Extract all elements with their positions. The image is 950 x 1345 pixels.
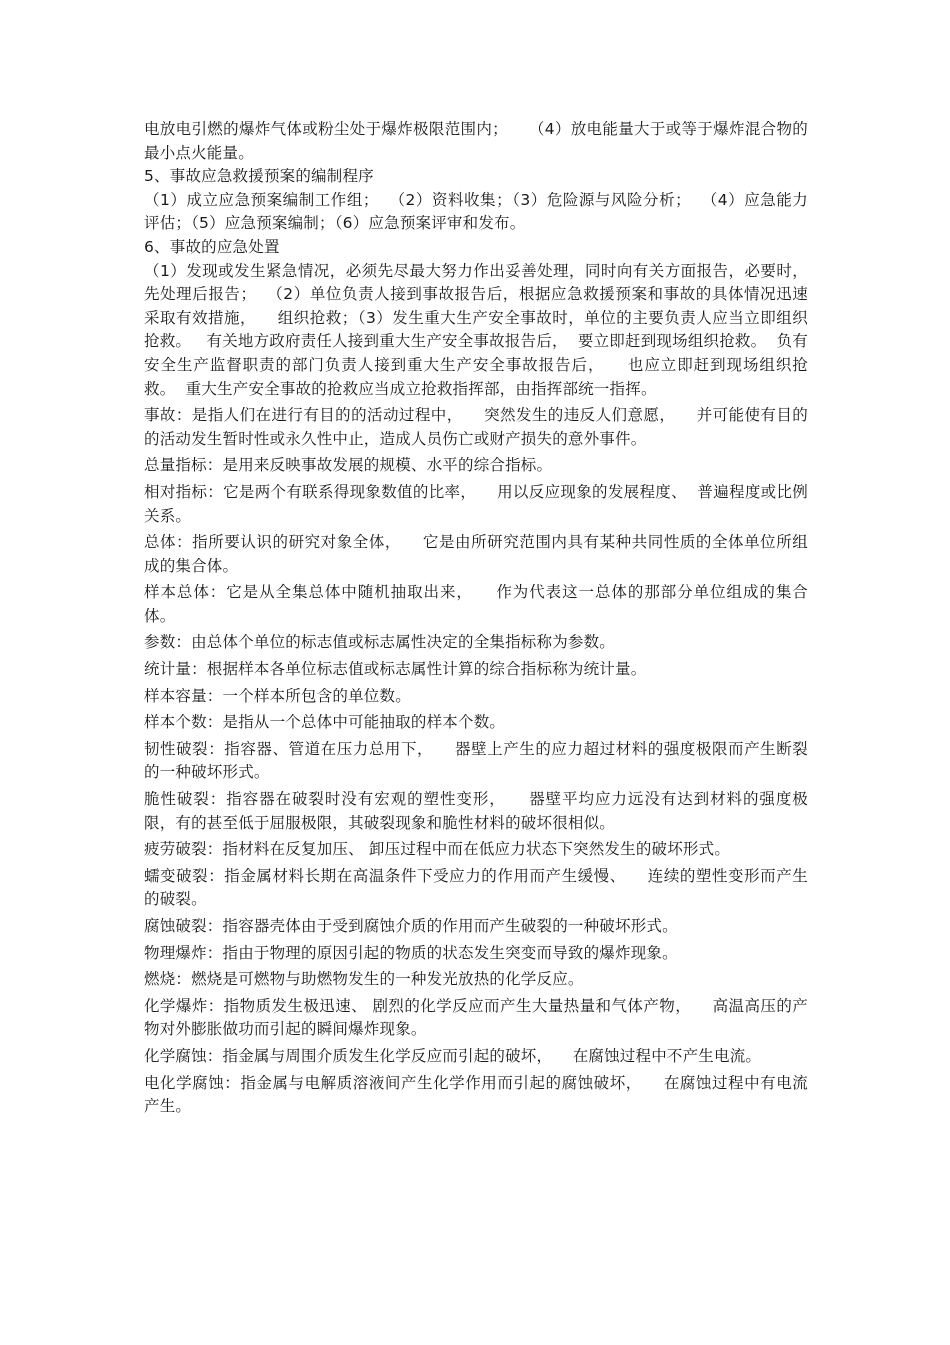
definition-electrochemical-corrosion: 电化学腐蚀：指金属与电解质溶液间产生化学作用而引起的腐蚀破坏， 在腐蚀过程中有电流产生。 [144,1073,808,1116]
definition-parameter: 参数：由总体个单位的标志值或标志属性决定的全集指标称为参数。 [144,633,616,652]
definition-creep-fracture: 蠕变破裂：指金属材料长期在高温条件下受应力的作用而产生缓慢、 连续的塑性变形而产生的破裂。 [144,866,808,909]
definition-ductile-fracture: 韧性破裂：指容器、管道在压力总用下， 器壁上产生的应力超过材料的强度极限而产生断裂的一种破坏形式。 [144,739,808,782]
definition-combustion: 燃烧：燃烧是可燃物与助燃物发生的一种发光放热的化学反应。 [144,970,584,989]
definition-sample-count: 样本个数：是指从一个总体中可能抽取的样本个数。 [144,713,506,732]
definition-accident: 事故：是指人们在进行有目的的活动过程中， 突然发生的违反人们意愿， 并可能使有目的的活动发生暂时性或永久性中止，造成人员伤亡或财产损失的意外事件。 [144,406,808,448]
definition-total-indicator: 总量指标：是用来反映事故发展的规模、水平的综合指标。 [144,456,553,475]
paragraph-response-steps: （1）发现或发生紧急情况，必须先尽最大努力作出妥善处理，同时向有关方面报告，必要时，先处理后报告； （2）单位负责人接到事故报告后，根据应急救援预案和事故的具体情况迅速采取有效措施， 组织抢救；（3）发生重大生产安全事故时，单位的主要负责人应当立即组织抢救。 有关地方政府责任人接到重大生产安全事故报告后， 要立即赶到现场组织抢救。 负有安全生产监督职责的部门负责人接到重大生产安全事故报告后， 也应立即赶到现场组织抢救。 重大生产安全事故的抢救应当成立抢救指挥部，由指挥部统一指挥。 [144,261,808,398]
heading-emergency-response: 6、事故的应急处置 [144,237,280,256]
paragraph-explosion-conditions: 电放电引燃的爆炸气体或粉尘处于爆炸极限范围内； （4）放电能量大于或等于爆炸混合物的最小点火能量。 [144,120,808,162]
definition-corrosion-fracture: 腐蚀破裂：指容器壳体由于受到腐蚀介质的作用而产生破裂的一种破坏形式。 [144,917,678,935]
definition-relative-indicator: 相对指标：它是两个有联系得现象数值的比率， 用以反应现象的发展程度、 普遍程度或比例关系。 [144,482,808,525]
definition-sample-size: 样本容量：一个样本所包含的单位数。 [144,686,411,705]
definition-brittle-fracture: 脆性破裂：指容器在破裂时没有宏观的塑性变形， 器壁平均应力远没有达到材料的强度极限，有的甚至低于屈服极限，其破裂现象和脆性材料的破坏很相似。 [144,790,808,832]
paragraph-plan-steps: （1）成立应急预案编制工作组； （2）资料收集；（3）危险源与风险分析； （4）应急能力评估；（5）应急预案编制；（6）应急预案评审和发布。 [144,190,808,233]
heading-emergency-plan-procedure: 5、事故应急救援预案的编制程序 [144,167,374,186]
definition-population: 总体：指所要认识的研究对象全体， 它是由所研究范围内具有某种共同性质的全体单位所组成的集合体。 [144,533,808,575]
definition-statistic: 统计量：根据样本各单位标志值或标志属性计算的综合指标称为统计量。 [144,660,647,679]
definition-physical-explosion: 物理爆炸：指由于物理的原因引起的物质的状态发生突变而导致的爆炸现象。 [144,943,678,962]
document-body [144,118,808,1119]
definition-fatigue-fracture: 疲劳破裂：指材料在反复加压、 卸压过程中而在低应力状态下突然发生的破坏形式。 [144,840,731,859]
definition-sample-population: 样本总体：它是从全集总体中随机抽取出来， 作为代表这一总体的那部分单位组成的集合体。 [144,583,808,625]
definition-chemical-explosion: 化学爆炸：指物质发生极迅速、 剧烈的化学反应而产生大量热量和气体产物， 高温高压的产物对外膨胀做功而引起的瞬间爆炸现象。 [144,996,808,1039]
definition-chemical-corrosion: 化学腐蚀：指金属与周围介质发生化学反应而引起的破坏， 在腐蚀过程中不产生电流。 [144,1046,762,1065]
